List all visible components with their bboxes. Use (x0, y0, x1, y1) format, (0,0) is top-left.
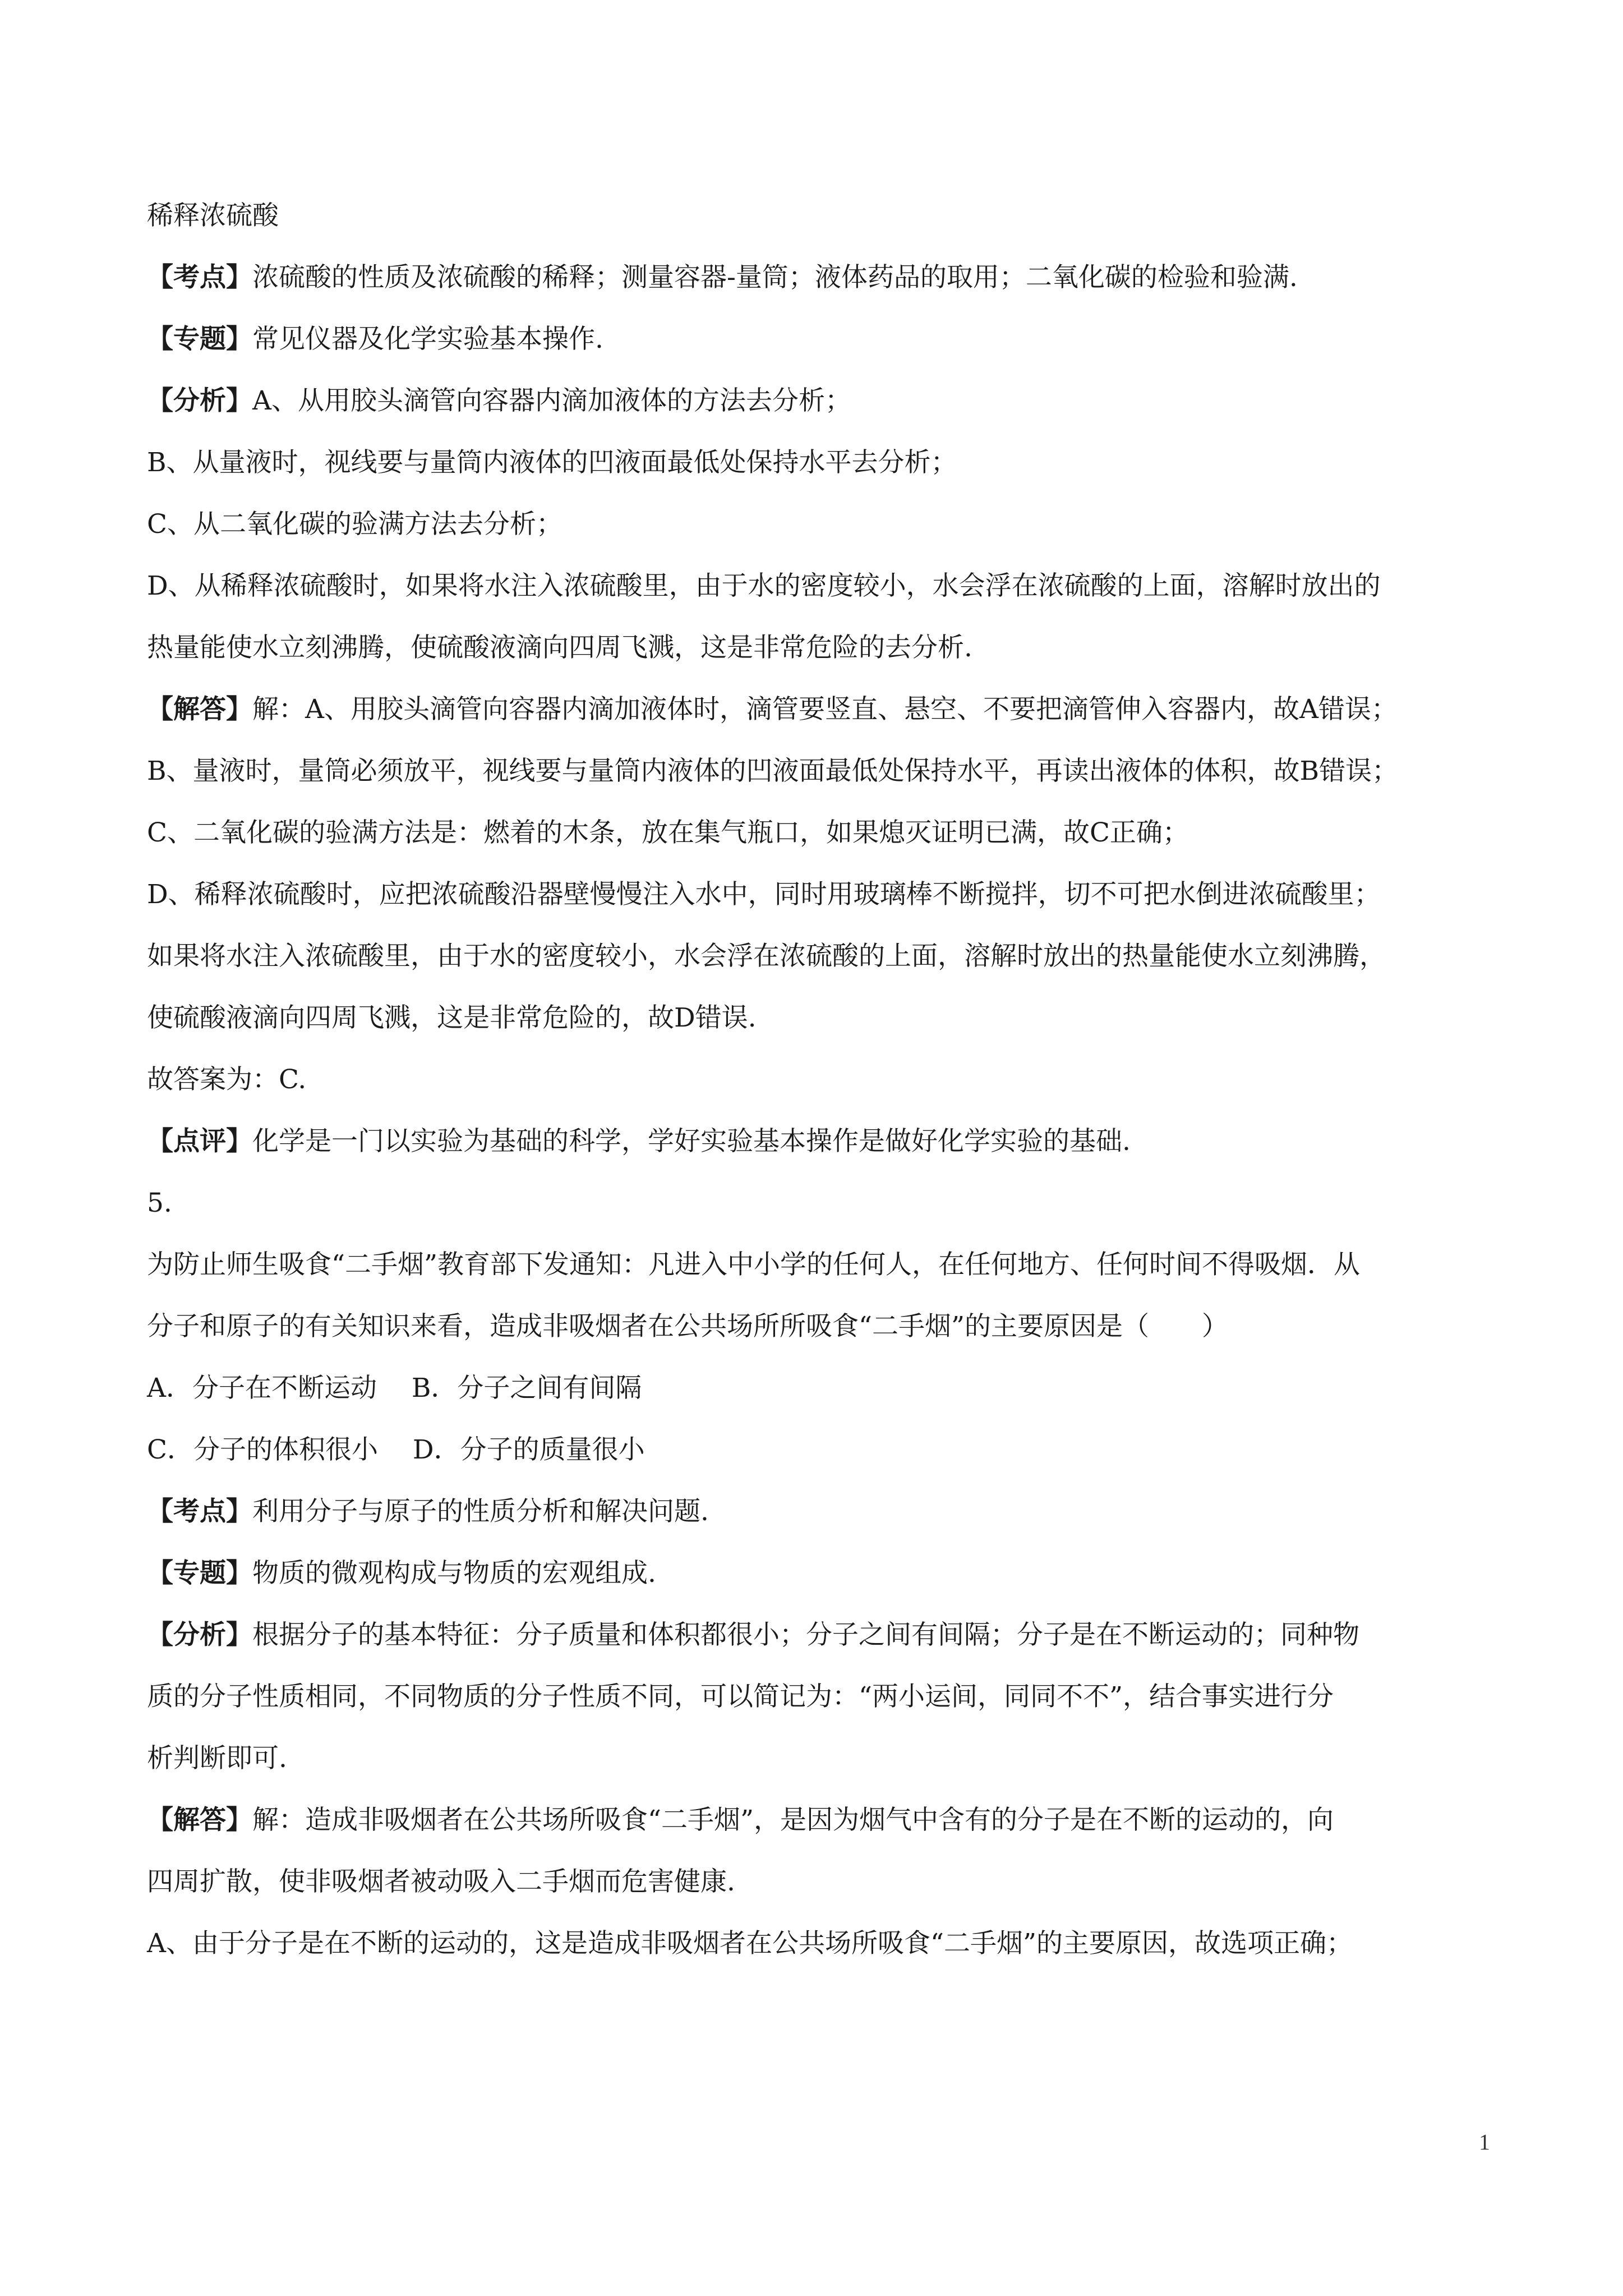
text-line (147, 1433, 1498, 1467)
text-line (147, 569, 1498, 603)
text-line (147, 878, 1498, 912)
section-tag: 【解答】 (147, 1805, 252, 1835)
line-text: 解：造成非吸烟者在公共场所吸食“二手烟”，是因为烟气中含有的分子是在不断的运动的，向 (252, 1805, 1334, 1835)
text-line (147, 1063, 1498, 1097)
text-line (147, 1248, 1498, 1282)
text-line (147, 1557, 1498, 1590)
text-line (147, 1310, 1498, 1343)
document-body (147, 199, 1498, 1989)
text-line (147, 754, 1498, 788)
line-text: A、由于分子是在不断的运动的，这是造成非吸烟者在公共场所吸食“二手烟”的主要原因，故选项正确； (147, 1928, 1353, 1959)
section-tag: 【分析】 (147, 1619, 252, 1650)
text-line (147, 1742, 1498, 1775)
line-text: 四周扩散，使非吸烟者被动吸入二手烟而危害健康. (147, 1866, 735, 1897)
section-tag: 【解答】 (147, 694, 252, 725)
line-text: 化学是一门以实验为基础的科学，学好实验基本操作是做好化学实验的基础. (252, 1126, 1131, 1157)
line-text: 利用分子与原子的性质分析和解决问题. (252, 1496, 709, 1527)
line-text: A．分子在不断运动 B．分子之间有间隔 (147, 1373, 642, 1404)
text-line (147, 1001, 1498, 1035)
line-text: D、从稀释浓硫酸时，如果将水注入浓硫酸里，由于水的密度较小，水会浮在浓硫酸的上面，溶解时放出的 (147, 570, 1381, 601)
section-tag: 【专题】 (147, 1558, 252, 1589)
line-text: 浓硫酸的性质及浓硫酸的稀释；测量容器-量筒；液体药品的取用；二氧化碳的检验和验满. (252, 262, 1298, 293)
text-line (147, 693, 1498, 726)
text-line (147, 508, 1498, 541)
line-text: 物质的微观构成与物质的宏观组成. (252, 1558, 656, 1589)
line-text: 稀释浓硫酸 (147, 200, 279, 231)
text-line (147, 384, 1498, 418)
text-line (147, 1186, 1498, 1220)
line-text: C、从二氧化碳的验满方法去分析； (147, 509, 562, 540)
line-text: D、稀释浓硫酸时，应把浓硫酸沿器壁慢慢注入水中，同时用玻璃棒不断搅拌，切不可把水倒进浓硫酸里； (147, 879, 1381, 910)
text-line (147, 1125, 1498, 1158)
text-line (147, 631, 1498, 665)
line-text: 5. (147, 1188, 172, 1218)
text-line (147, 261, 1498, 295)
line-text: B、量液时，量筒必须放平，视线要与量筒内液体的凹液面最低处保持水平，再读出液体的体积，故B错误； (147, 756, 1399, 786)
text-line (147, 199, 1498, 233)
line-text: 热量能使水立刻沸腾，使硫酸液滴向四周飞溅，这是非常危险的去分析. (147, 632, 972, 663)
line-text: C、二氧化碳的验满方法是：燃着的木条，放在集气瓶口，如果熄灭证明已满，故C正确； (147, 817, 1189, 848)
page-number: 1 (1479, 2129, 1490, 2155)
section-tag: 【分析】 (147, 385, 252, 416)
text-line (147, 1495, 1498, 1529)
line-text: 故答案为：C. (147, 1064, 307, 1095)
section-tag: 【专题】 (147, 324, 252, 355)
section-tag: 【点评】 (147, 1126, 252, 1157)
text-line (147, 323, 1498, 356)
line-text: 分子和原子的有关知识来看，造成非吸烟者在公共场所所吸食“二手烟”的主要原因是（ ） (147, 1311, 1229, 1342)
line-text: 为防止师生吸食“二手烟”教育部下发通知：凡进入中小学的任何人，在任何地方、任何时间不得吸烟．从 (147, 1249, 1361, 1280)
line-text: 析判断即可. (147, 1743, 287, 1774)
line-text: 使硫酸液滴向四周飞溅，这是非常危险的，故D错误. (147, 1002, 757, 1033)
text-line (147, 1803, 1498, 1837)
text-line (147, 940, 1498, 973)
text-line (147, 816, 1498, 850)
section-tag: 【考点】 (147, 1496, 252, 1527)
line-text: B、从量液时，视线要与量筒内液体的凹液面最低处保持水平去分析； (147, 447, 957, 478)
text-line (147, 1372, 1498, 1405)
text-line (147, 1927, 1498, 1961)
line-text: 解：A、用胶头滴管向容器内滴加液体时，滴管要竖直、悬空、不要把滴管伸入容器内，故A错误； (252, 694, 1398, 725)
text-line (147, 1680, 1498, 1714)
line-text: 质的分子性质相同，不同物质的分子性质不同，可以简记为：“两小运间，同同不不”，结合事实进行分 (147, 1681, 1334, 1712)
text-line (147, 1618, 1498, 1652)
text-line (147, 446, 1498, 480)
line-text: A、从用胶头滴管向容器内滴加液体的方法去分析； (252, 385, 851, 416)
line-text: 常见仪器及化学实验基本操作. (252, 324, 603, 355)
line-text: 根据分子的基本特征：分子质量和体积都很小；分子之间有间隔；分子是在不断运动的；同种物 (252, 1619, 1359, 1650)
line-text: 如果将水注入浓硫酸里，由于水的密度较小，水会浮在浓硫酸的上面，溶解时放出的热量能使水立刻沸腾， (147, 941, 1386, 972)
line-text: C．分子的体积很小 D．分子的质量很小 (147, 1434, 645, 1465)
section-tag: 【考点】 (147, 262, 252, 293)
text-line (147, 1865, 1498, 1899)
